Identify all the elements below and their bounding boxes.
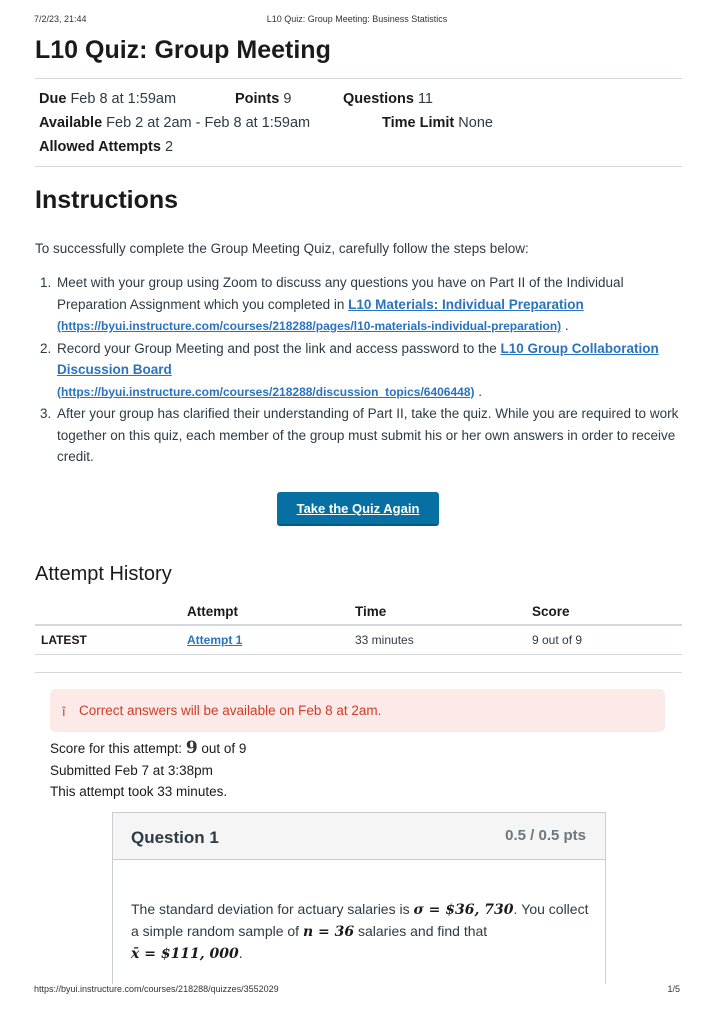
- info-icon: î: [62, 704, 66, 719]
- instructions-intro: To successfully complete the Group Meeting Quiz, carefully follow the steps below:: [35, 241, 529, 256]
- correct-answers-notice: [50, 689, 665, 732]
- quiz-available: Available Feb 2 at 2am - Feb 8 at 1:59am: [39, 115, 311, 131]
- discussion-board-link[interactable]: L10 Group Collaboration Discussion Board: [57, 340, 659, 377]
- quiz-questions: Questions 11: [343, 91, 433, 107]
- page-title: L10 Quiz: Group Meeting: [35, 36, 331, 64]
- attempt-duration: This attempt took 33 minutes.: [50, 784, 228, 799]
- quiz-due: Due Feb 8 at 1:59am: [39, 91, 177, 107]
- column-header-time: Time: [355, 604, 387, 619]
- instructions-steps: [40, 272, 680, 468]
- step-3: 3. After your group has clarified their understanding of Part II, take the quiz. While you are required to work together on this quiz, each member of the group must submit his or her own answers in order to receive credit.: [40, 406, 679, 464]
- divider: [35, 672, 682, 673]
- attempt-history-heading: Attempt History: [35, 563, 172, 585]
- attempt-score: 9 out of 9: [532, 633, 583, 647]
- table-row-divider: [35, 654, 682, 655]
- print-datetime: 7/2/23, 21:44: [34, 14, 87, 24]
- question-1-header: [113, 813, 605, 860]
- question-1-title: Question 1: [131, 828, 219, 847]
- quiz-points: Points 9: [235, 91, 292, 107]
- print-page-number: 1/5: [667, 984, 680, 994]
- question-1-text: The standard deviation for actuary salaries is σ = $36, 730. You collect a simple random sample of n = 36 salaries and find that x̄ = $111, 000.: [131, 901, 589, 962]
- column-header-attempt: Attempt: [187, 604, 238, 619]
- print-footer: [34, 984, 680, 998]
- divider: [35, 166, 682, 167]
- print-url: https://byui.instructure.com/courses/218288/quizzes/3552029: [34, 984, 279, 994]
- quiz-allowed-attempts: Allowed Attempts 2: [39, 139, 174, 155]
- table-header-divider: [35, 624, 682, 626]
- step-1: 1. Meet with your group using Zoom to discuss any questions you have on Part II of the Individual Preparation Assignment which you completed in L10 Materials: Individual Preparation (https://byui.instructure.com/courses/218288/pages/l10-materials-individual-preparation) .: [40, 275, 624, 333]
- instructions-heading: Instructions: [35, 186, 179, 214]
- submitted-time: Submitted Feb 7 at 3:38pm: [50, 763, 213, 778]
- print-header: [34, 14, 680, 28]
- attempt-time: 33 minutes: [355, 633, 414, 647]
- individual-preparation-url[interactable]: (https://byui.instructure.com/courses/218288/pages/l10-materials-individual-preparation): [57, 319, 562, 333]
- attempt-score-line: Score for this attempt: 9 out of 9: [50, 738, 247, 758]
- attempt-1-link[interactable]: Attempt 1: [187, 633, 243, 647]
- step-2: 2. Record your Group Meeting and post the link and access password to the L10 Group Collaboration Discussion Board (https://byui.instructure.com/courses/218288/discussion_topics/6406448) .: [40, 340, 659, 399]
- question-1-points: 0.5 / 0.5 pts: [505, 827, 586, 844]
- question-1-card: [112, 812, 606, 984]
- print-title: L10 Quiz: Group Meeting: Business Statistics: [266, 14, 448, 24]
- latest-label: LATEST: [41, 633, 87, 647]
- divider: [35, 78, 682, 79]
- quiz-time-limit: Time Limit None: [382, 115, 493, 131]
- individual-preparation-link[interactable]: L10 Materials: Individual Preparation: [348, 296, 584, 312]
- take-quiz-again-button[interactable]: Take the Quiz Again: [277, 492, 439, 526]
- column-header-score: Score: [532, 604, 570, 619]
- discussion-board-url[interactable]: (https://byui.instructure.com/courses/218288/discussion_topics/6406448): [57, 384, 475, 399]
- notice-text: Correct answers will be available on Feb 8 at 2am.: [79, 703, 382, 718]
